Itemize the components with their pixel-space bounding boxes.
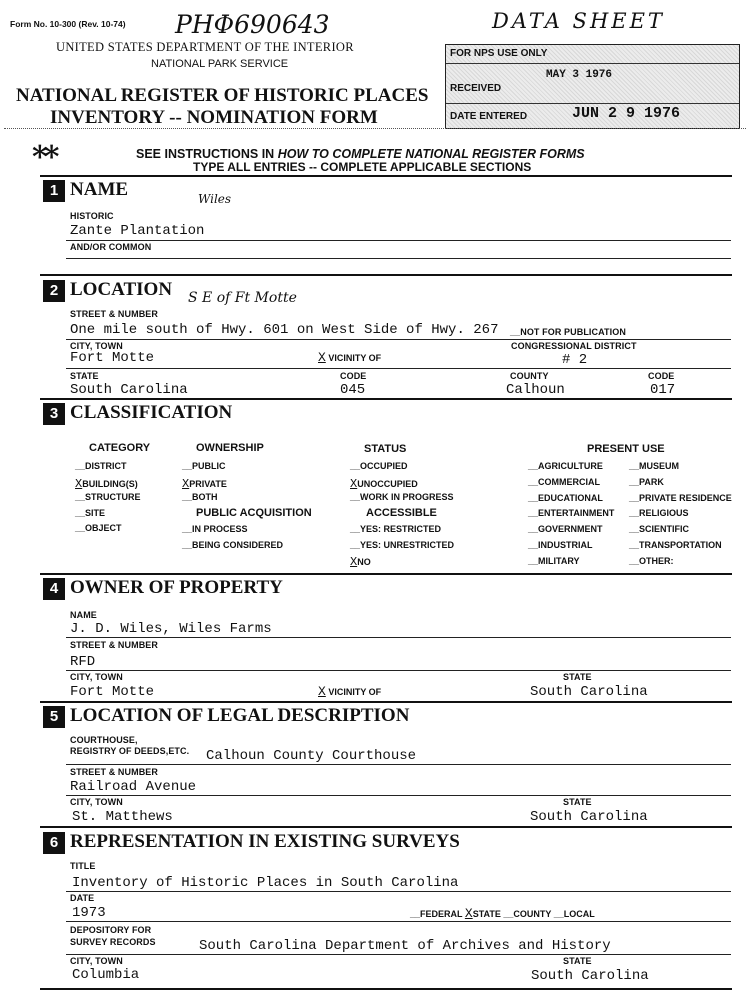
received-stamp: MAY 3 1976 [546,69,613,81]
option-label: RELIGIOUS [639,508,689,519]
date-entered-stamp: JUN 2 9 1976 [572,105,681,122]
accessible-heading: ACCESSIBLE [366,507,437,519]
owner-city-label: CITY, TOWN [70,672,123,682]
star-marks: ** [32,140,56,175]
checkbox-mark: __ [629,461,640,471]
received-label: RECEIVED [450,83,502,94]
street-label: STREET & NUMBER [70,309,159,319]
section3-title: CLASSIFICATION [70,402,233,423]
option-unoccupied[interactable] [350,477,418,491]
option-label: OBJECT [85,523,122,533]
handwritten-id: PHΦ690643 [175,10,330,39]
option-both[interactable] [182,492,218,502]
data-sheet-note: DATA SHEET [492,9,665,33]
option-transportation[interactable] [629,540,722,550]
congress-label: CONGRESSIONAL DISTRICT [511,341,637,351]
checkbox-mark: X [182,476,190,491]
legal-city-value: St. Matthews [72,809,173,825]
checkbox-mark: __ [528,524,539,535]
option-other[interactable] [629,556,674,566]
survey-title-value: Inventory of Historic Places in South Carolina [72,875,459,891]
survey-level-options[interactable]: __FEDERAL XSTATE __COUNTY __LOCAL [410,906,595,921]
checkbox-mark: X [75,476,83,491]
owner-city-value: Fort Motte [70,684,155,700]
option-label: AGRICULTURE [538,461,603,471]
legal-street-label: STREET & NUMBER [70,767,159,777]
registry-label: REGISTRY OF DEEDS,ETC. [70,746,190,756]
survey-date-label: DATE [70,893,95,903]
section3-number: 3 [43,403,65,425]
historic-label: HISTORIC [70,211,114,221]
option-being-considered[interactable] [182,540,283,550]
checkbox-mark: __ [75,507,86,518]
county-value: Calhoun [506,382,565,398]
section5-title: LOCATION OF LEGAL DESCRIPTION [70,705,410,726]
option-label: UNOCCUPIED [357,478,418,489]
instructions-line2: TYPE ALL ENTRIES -- COMPLETE APPLICABLE SECTIONS [193,160,532,174]
section5-number: 5 [43,706,65,728]
option-yes-unrestricted[interactable] [350,540,454,550]
status-heading: STATUS [364,443,407,455]
option-label: GOVERNMENT [538,524,603,535]
survey-state-label: STATE [563,956,592,966]
option-building-s[interactable] [75,477,138,491]
checkbox-mark: __ [350,524,361,534]
option-label: BOTH [192,492,218,502]
checkbox-mark: __ [629,555,640,566]
courthouse-value: Calhoun County Courthouse [206,748,417,764]
option-label: PRIVATE RESIDENCE [639,492,732,503]
congress-value: # 2 [562,352,588,368]
instructions-line1: SEE INSTRUCTIONS IN HOW TO COMPLETE NATIONAL REGISTER FORMS [136,147,585,161]
city-label: CITY, TOWN [70,341,123,351]
option-agriculture[interactable] [528,461,603,471]
checkbox-mark: __ [75,461,86,471]
option-label: IN PROCESS [192,524,248,534]
option-private[interactable] [182,477,227,491]
agency-name: UNITED STATES DEPARTMENT OF THE INTERIOR [56,40,354,54]
option-government[interactable] [528,524,603,534]
option-label: OTHER: [639,555,674,566]
survey-title-label: TITLE [70,861,96,871]
checkbox-mark: __ [629,540,640,550]
option-label: OCCUPIED [360,461,408,471]
header-divider [4,128,746,129]
option-label: PARK [639,476,664,487]
legal-street-value: Railroad Avenue [70,779,197,795]
option-label: ENTERTAINMENT [538,508,615,519]
state-label: STATE [70,371,99,381]
option-label: STRUCTURE [85,492,141,502]
form-title-line2: INVENTORY -- NOMINATION FORM [50,107,378,128]
option-district[interactable] [75,461,127,471]
checkbox-mark: __ [528,540,539,550]
street-value: One mile south of Hwy. 601 on West Side of Hwy. 267 [70,322,499,338]
county-code-label: CODE [648,371,675,381]
option-label: INDUSTRIAL [538,540,593,550]
option-religious[interactable] [629,508,689,518]
legal-state-value: South Carolina [530,809,648,825]
section5-rule [40,701,732,703]
section6-rule [40,826,732,828]
option-label: SITE [85,507,106,518]
city-value: Fort Motte [70,350,155,366]
option-label: WORK IN PROGRESS [360,492,454,502]
section2-number: 2 [43,280,65,302]
checkbox-mark: __ [75,523,86,533]
public-acquisition-heading: PUBLIC ACQUISITION [196,507,312,519]
option-structure[interactable] [75,492,141,502]
checkbox-mark: __ [629,476,640,487]
survey-state-value: South Carolina [531,968,649,984]
checkbox-mark: __ [350,539,361,550]
option-in-process[interactable] [182,524,248,534]
depository-label1: DEPOSITORY FOR [70,925,152,935]
ownership-heading: OWNERSHIP [196,442,264,454]
survey-date-value: 1973 [72,905,106,921]
option-work-in-progress[interactable] [350,492,454,502]
state-value: South Carolina [70,382,188,398]
checkbox-mark: __ [528,476,539,487]
not-for-publication: __NOT FOR PUBLICATION [510,327,626,337]
nps-use-label: FOR NPS USE ONLY [450,48,548,59]
section1-rule [40,175,732,177]
checkbox-mark: __ [350,492,361,502]
option-public[interactable] [182,461,226,471]
owner-state-value: South Carolina [530,684,648,700]
checkbox-mark: __ [75,492,86,502]
checkbox-mark: X [350,476,358,491]
nps-use-box [445,44,740,129]
checkbox-mark: __ [629,508,640,519]
owner-name-label: NAME [70,610,97,620]
section4-rule [40,573,732,575]
section4-title: OWNER OF PROPERTY [70,577,283,598]
form-number: Form No. 10-300 (Rev. 10-74) [10,19,126,29]
option-label: TRANSPORTATION [639,540,722,550]
depository-value: South Carolina Department of Archives and History [199,938,611,954]
option-label: MUSEUM [639,461,680,471]
survey-city-label: CITY, TOWN [70,956,123,966]
survey-city-value: Columbia [72,967,140,983]
legal-city-label: CITY, TOWN [70,797,123,807]
section6-title: REPRESENTATION IN EXISTING SURVEYS [70,831,460,852]
option-industrial[interactable] [528,540,593,550]
checkbox-mark: __ [528,461,539,471]
owner-name-value: J. D. Wiles, Wiles Farms [70,621,272,637]
historic-name-value: Zante Plantation [70,223,205,239]
option-label: COMMERCIAL [538,476,601,487]
option-label: SCIENTIFIC [639,524,690,535]
present-use-heading: PRESENT USE [587,443,665,455]
option-label: BUILDING(S) [82,478,138,489]
checkbox-mark: X [350,555,358,569]
service-name: NATIONAL PARK SERVICE [151,58,289,70]
option-label: NO [357,557,371,567]
section1-title: NAME [70,179,129,200]
option-park[interactable] [629,477,664,487]
option-military[interactable] [528,556,580,566]
option-label: YES: RESTRICTED [360,524,442,534]
section4-number: 4 [43,578,65,600]
category-heading: CATEGORY [89,442,151,454]
option-entertainment[interactable] [528,508,614,518]
option-yes-restricted[interactable] [350,524,441,534]
section2-rule [40,274,732,276]
owner-vicinity-checkbox[interactable]: X VICINITY OF [318,684,382,699]
checkbox-mark: __ [350,461,361,471]
option-site[interactable] [75,508,105,518]
checkbox-mark: __ [528,508,539,519]
legal-state-label: STATE [563,797,592,807]
option-label: YES: UNRESTRICTED [360,539,455,550]
section6-number: 6 [43,832,65,854]
option-label: PRIVATE [189,478,227,489]
county-label: COUNTY [510,371,549,381]
option-no[interactable] [350,555,371,569]
option-object[interactable] [75,523,122,533]
date-entered-label: DATE ENTERED [450,111,528,122]
option-label: EDUCATIONAL [538,492,603,503]
handwritten-note-location: S E of Ft Motte [188,290,297,306]
section2-title: LOCATION [70,279,173,300]
checkbox-mark: __ [528,555,539,566]
state-code-value: 045 [340,382,366,398]
section1-number: 1 [43,180,65,202]
option-museum[interactable] [629,461,679,471]
section3-rule [40,398,732,400]
option-label: PUBLIC [192,461,226,471]
county-code-value: 017 [650,382,676,398]
common-name-label: AND/OR COMMON [70,242,152,252]
option-educational[interactable] [528,493,603,503]
option-label: BEING CONSIDERED [192,539,284,550]
checkbox-mark: __ [629,492,640,503]
checkbox-mark: __ [182,539,193,550]
vicinity-checkbox[interactable]: X VICINITY OF [318,350,382,365]
option-occupied[interactable] [350,461,408,471]
handwritten-note-wiles: Wiles [198,192,232,206]
option-private-residence[interactable] [629,493,732,503]
depository-label2: SURVEY RECORDS [70,937,156,947]
checkbox-mark: __ [528,492,539,503]
form-title-line1: NATIONAL REGISTER OF HISTORIC PLACES [16,85,429,106]
checkbox-mark: __ [182,492,193,502]
checkbox-mark: __ [629,524,640,535]
owner-state-label: STATE [563,672,592,682]
owner-street-label: STREET & NUMBER [70,640,159,650]
option-label: DISTRICT [85,461,127,471]
courthouse-label: COURTHOUSE, [70,735,138,745]
checkbox-mark: __ [182,524,193,534]
option-commercial[interactable] [528,477,600,487]
state-code-label: CODE [340,371,367,381]
checkbox-mark: __ [182,461,193,471]
owner-street-value: RFD [70,654,96,670]
option-label: MILITARY [538,555,580,566]
bottom-rule [40,988,732,990]
option-scientific[interactable] [629,524,689,534]
